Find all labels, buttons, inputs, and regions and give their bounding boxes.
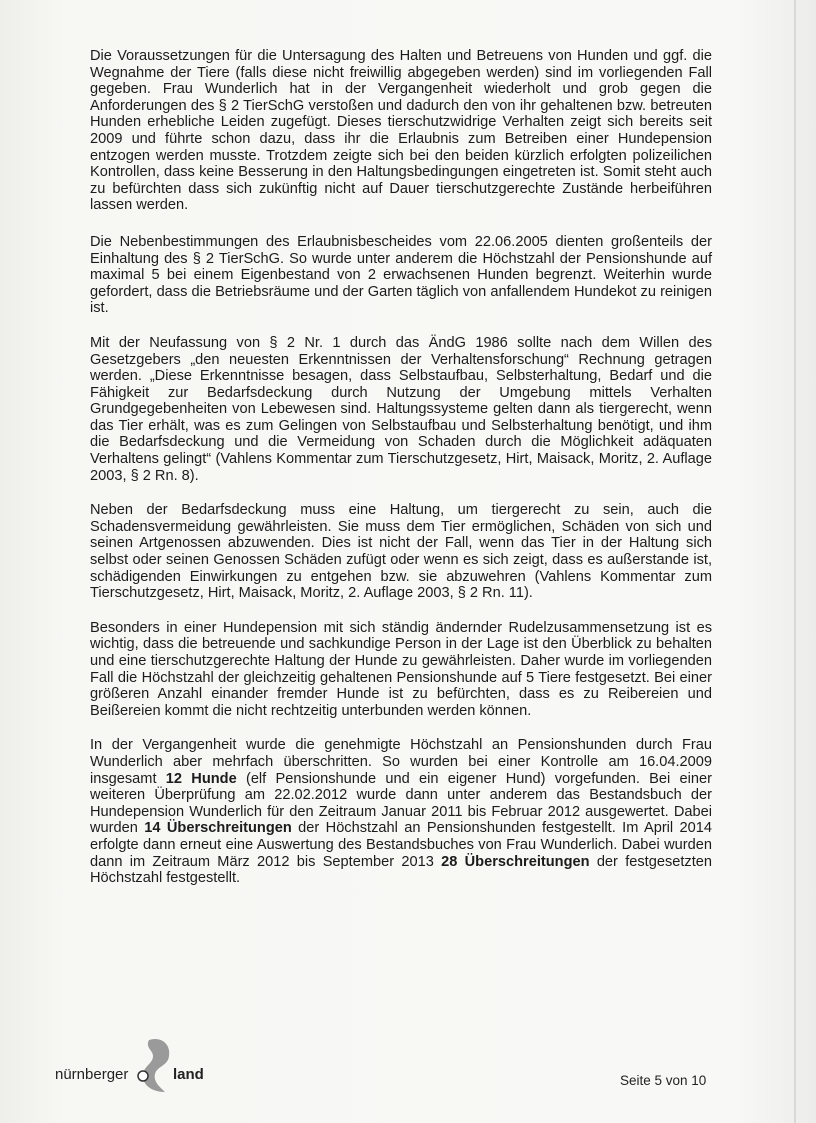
logo-word-left: nürnberger xyxy=(55,1066,129,1083)
p6-text-4: der festgesetzten Höchstzahl festgestellt. xyxy=(90,853,713,887)
paragraph-1: Die Voraussetzungen für die Untersagung des Halten und Betreuens von Hunden und ggf. die Wegnahme der Tiere (falls diese nicht freiwillig abgegeben werden) sind im vorliegenden Fall gegeben. Frau Wunderlich hat in der Vergangenheit wiederholt und grob gegen die Anforderungen des § 2 TierSchG verstoßen und dadurch den von ihr gehaltenen bzw. betreuten Hunden erhebliche Leiden zugefügt. Dieses tierschutzwidrige Verhalten zeigt sich bereits seit 2009 und führte schon dazu, dass ihr die Erlaubnis zum Betreiben einer Hundepension entzogen werden musste. Trotzdem zeigte sich bei den beiden kürzlich erfolgten polizeilichen Kontrollen, dass keine Besserung in den Haltungsbedingungen eingetreten ist. Somit steht auch zu befürchten dass sich zukünftig nicht auf Dauer tierschutzgerechte Zustände herbeiführen lassen werden. xyxy=(90,48,712,214)
page-number: Seite 5 von 10 xyxy=(620,1073,707,1088)
logo-word-right: land xyxy=(173,1066,204,1083)
p6-text-1: In der Vergangenheit wurde die genehmigte Höchstzahl an Pensionshunden durch Frau Wunderlich aber mehrfach überschritten. So wurden bei einer Kontrolle am 16.04.2009 insgesamt xyxy=(90,737,712,787)
p6-text-2: (elf Pensionshunde und ein eigener Hund) vorgefunden. Bei einer weiteren Überprüfung am 22.02.2012 wurde dann unter anderem das Bestandsbuch der Hundepension Wunderlich für den Zeitraum Januar 2011 bis Februar 2012 ausgewertet. Dabei wurden xyxy=(90,770,712,837)
p6-bold-1: 12 Hunde xyxy=(165,770,237,787)
p6-text-3: der Höchstzahl an Pensionshunden festgestellt. Im April 2014 erfolgte dann erneut eine Auswertung des Bestandsbuches von Frau Wunderlich. Dabei wurden dann im Zeitraum März 2012 bis September 2013 xyxy=(90,820,713,870)
paragraph-6 xyxy=(90,737,712,886)
p6-bold-2: 14 Überschreitungen xyxy=(144,820,292,837)
nuernberger-land-logo xyxy=(55,1036,255,1096)
paragraph-2: Die Nebenbestimmungen des Erlaubnisbescheides vom 22.06.2005 dienten großenteils der Einhaltung des § 2 TierSchG. So wurde unter anderem die Höchstzahl der Pensionshunde auf maximal 5 bei einem Eigenbestand von 2 erwachsenen Hunden begrenzt. Weiterhin wurde gefordert, dass die Betriebsräume und der Garten täglich von anfallendem Hundekot zu reinigen ist. xyxy=(90,233,712,317)
logo-mark-icon xyxy=(135,1036,175,1094)
paragraph-4: Neben der Bedarfsdeckung muss eine Haltung, um tiergerecht zu sein, auch die Schadensvermeidung gewährleisten. Sie muss dem Tier ermöglichen, Schäden von sich und seinen Artgenossen abzuwenden. Dies ist nicht der Fall, wenn das Tier in der Haltung sich selbst oder seinen Genossen Schäden zufügt oder wenn es sich zeigt, dass es außerstande ist, schädigenden Einwirkungen zu entgehen bzw. sie abzuwehren (Vahlens Kommentar zum Tierschutzgesetz, Hirt, Maisack, Moritz, 2. Auflage 2003, § 2 Rn. 11). xyxy=(90,502,712,602)
page-edge-shadow xyxy=(794,0,796,1123)
p6-bold-3: 28 Überschreitungen xyxy=(441,853,590,870)
paragraph-3: Mit der Neufassung von § 2 Nr. 1 durch das ÄndG 1986 sollte nach dem Willen des Gesetzgebers „den neuesten Erkenntnissen der Verhaltensforschung“ Rechnung getragen werden. „Diese Erkenntnisse besagen, dass Selbstaufbau, Selbsterhaltung, Bedarf und die Fähigkeit zur Bedarfsdeckung durch Nutzung der Umgebung mittels Verhalten Grundgegebenheiten von Lebewesen sind. Haltungssysteme gelten dann als tiergerecht, wenn das Tier erhält, was es zum Gelingen von Selbstaufbau und Selbsterhaltung benötigt, und ihm die Bedarfsdeckung und die Vermeidung von Schaden durch die Möglichkeit adäquaten Verhaltens gelingt“ (Vahlens Kommentar zum Tierschutzgesetz, Hirt, Maisack, Moritz, 2. Auflage 2003, § 2 Rn. 8). xyxy=(90,334,712,484)
document-body xyxy=(90,48,712,905)
paragraph-5: Besonders in einer Hundepension mit sich ständig ändernder Rudelzusammensetzung ist es wichtig, dass die betreuende und sachkundige Person in der Lage ist den Überblick zu behalten und eine tierschutzgerechte Haltung der Hunde zu gewährleisten. Daher wurde im vorliegenden Fall die Höchstzahl der gleichzeitig gehaltenen Pensionshunde auf 5 Tiere festgesetzt. Bei einer größeren Anzahl einander fremder Hunde ist zu befürchten, dass es zu Reibereien und Beißereien kommt die nicht rechtzeitig unterbunden werden können. xyxy=(90,619,712,719)
